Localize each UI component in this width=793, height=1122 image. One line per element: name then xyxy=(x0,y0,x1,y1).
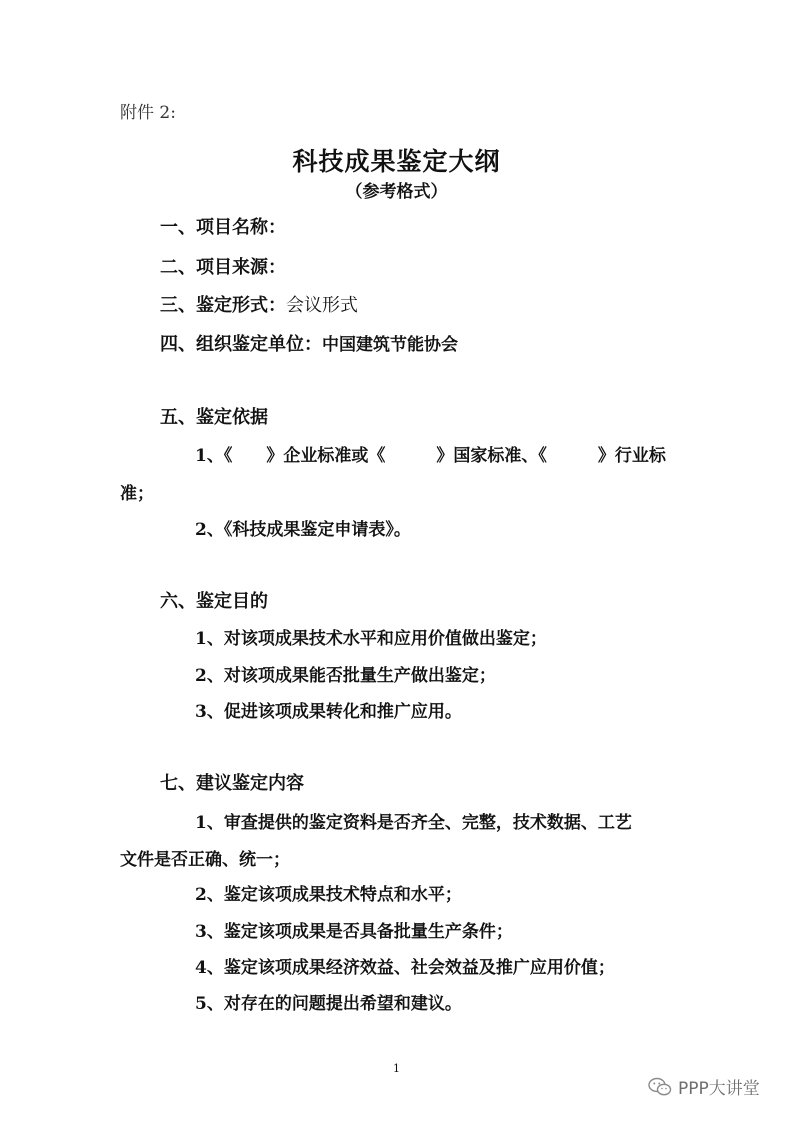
section-3-line xyxy=(160,291,358,317)
section-5-item-2: 2、《科技成果鉴定申请表》。 xyxy=(195,520,411,540)
watermark-text: PPP大讲堂 xyxy=(678,1079,760,1099)
section-7-item-2: 2、鉴定该项成果技术特点和水平； xyxy=(195,885,462,905)
section-7-item-5: 5、对存在的问题提出希望和建议。 xyxy=(195,994,462,1014)
section-5-item-1-line-1: 1、《 》企业标准或《 》国家标准、《 》行业标 xyxy=(195,446,666,466)
section-6-item-2: 2、对该项成果能否批量生产做出鉴定； xyxy=(195,666,496,686)
watermark xyxy=(648,1074,760,1099)
section-7-heading: 七、建议鉴定内容 xyxy=(160,773,304,794)
section-6-item-1: 1、对该项成果技术水平和应用价值做出鉴定； xyxy=(195,629,547,649)
section-5-heading: 五、鉴定依据 xyxy=(160,407,268,428)
section-3-heading: 三、鉴定形式： xyxy=(160,295,286,316)
section-3-value: 会议形式 xyxy=(286,295,358,316)
document-title: 科技成果鉴定大纲 xyxy=(292,147,501,176)
section-4-line xyxy=(160,330,458,356)
section-7-item-1-line-1: 1、审查提供的鉴定资料是否齐全、完整，技术数据、工艺 xyxy=(195,813,632,833)
section-4-value: 中国建筑节能协会 xyxy=(322,335,458,355)
document-subtitle: （参考格式） xyxy=(345,182,448,202)
section-5-item-1-line-2: 准； xyxy=(120,484,154,504)
section-7-item-1-line-2: 文件是否正确、统一； xyxy=(120,850,290,870)
section-4-heading: 四、组织鉴定单位： xyxy=(160,334,322,355)
section-1-heading: 一、项目名称： xyxy=(160,217,286,238)
attachment-label: 附件 2: xyxy=(120,103,176,123)
section-6-heading: 六、鉴定目的 xyxy=(160,591,268,612)
section-7-item-4: 4、鉴定该项成果经济效益、社会效益及推广应用价值； xyxy=(195,958,615,978)
wechat-icon xyxy=(648,1077,672,1097)
section-6-item-3: 3、促进该项成果转化和推广应用。 xyxy=(195,702,462,722)
section-7-item-3: 3、鉴定该项成果是否具备批量生产条件； xyxy=(195,922,513,942)
section-2-heading: 二、项目来源： xyxy=(160,257,286,278)
page-number: 1 xyxy=(393,1062,400,1075)
